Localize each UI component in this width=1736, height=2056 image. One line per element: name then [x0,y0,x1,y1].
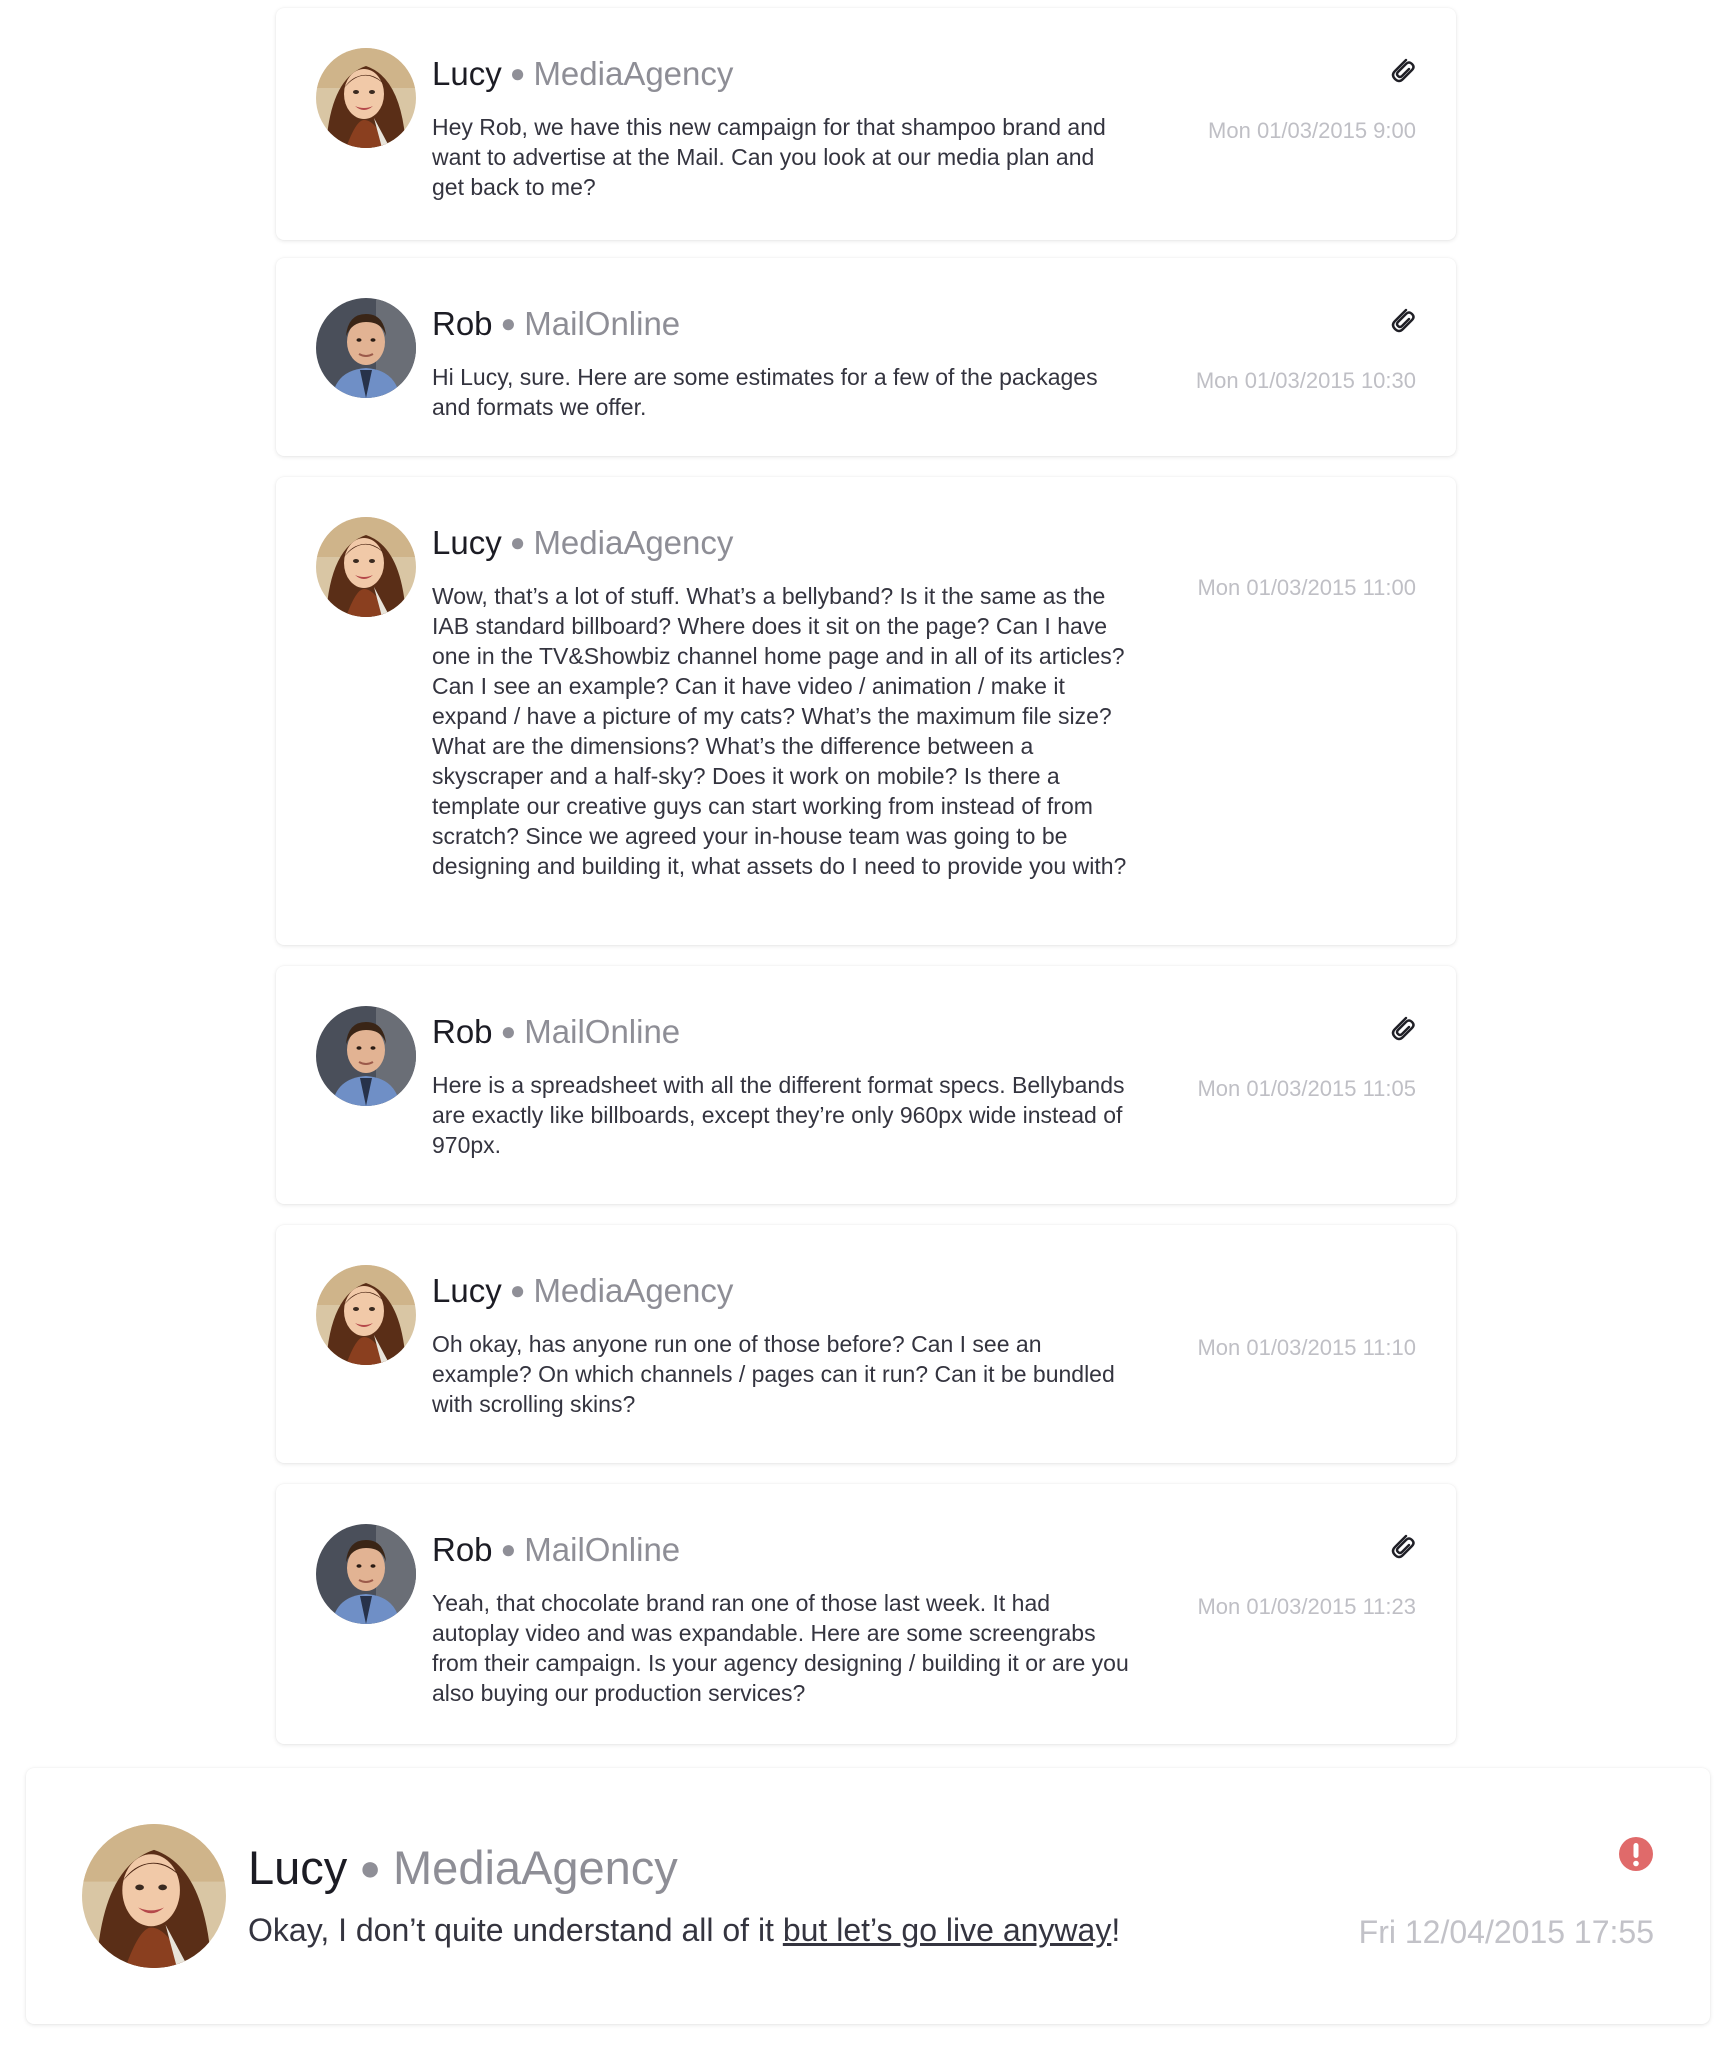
separator-dot: ● [509,1275,526,1305]
message-text-suffix: ! [1111,1912,1121,1948]
paperclip-icon[interactable] [1388,1012,1416,1044]
sender-name: Rob [432,305,493,342]
sender-name: Lucy [432,524,502,561]
message-body: Hi Lucy, sure. Here are some estimates for a few of the packages and formats we offer. [432,364,1098,420]
avatar [82,1824,226,1968]
message-header [432,1530,680,1572]
paperclip-icon[interactable] [1388,54,1416,86]
message-timestamp: Mon 01/03/2015 11:05 [1197,1076,1416,1101]
message-body: Yeah, that chocolate brand ran one of those last week. It had autoplay video and was expandable. Here are some screengrabs from their campaign. Is your agency designing / building it or are you also buying our production services? [432,1590,1129,1706]
message-body: Oh okay, has anyone run one of those before? Can I see an example? On which channels / pages can it run? Can it be bundled with scrolling skins? [432,1331,1115,1417]
sender-name: Lucy [432,55,502,92]
alert-icon[interactable] [1618,1836,1654,1872]
message-header [432,523,733,565]
separator-dot: ● [500,1534,517,1564]
message-card[interactable] [276,8,1456,240]
message-header [432,1012,680,1054]
sender-org: MediaAgency [533,55,734,92]
message-card[interactable] [276,1484,1456,1744]
sender-name: Rob [432,1013,493,1050]
message-body [248,1908,1248,1952]
separator-dot: ● [500,1016,517,1046]
avatar [316,1265,416,1365]
message-timestamp: Mon 01/03/2015 11:10 [1197,1335,1416,1360]
sender-org: MediaAgency [533,524,734,561]
message-card[interactable] [276,477,1456,945]
avatar [316,298,416,398]
message-card[interactable] [276,258,1456,456]
message-card[interactable] [276,966,1456,1204]
sender-name: Lucy [432,1272,502,1309]
final-message-card[interactable] [26,1768,1710,2024]
message-header [432,304,680,346]
paperclip-icon[interactable] [1388,1530,1416,1562]
sender-org: MailOnline [524,1531,681,1568]
sender-name: Lucy [248,1841,348,1894]
separator-dot: ● [509,527,526,557]
message-timestamp: Fri 12/04/2015 17:55 [1358,1914,1654,1950]
message-timestamp: Mon 01/03/2015 11:23 [1197,1594,1416,1619]
message-timestamp: Mon 01/03/2015 9:00 [1208,118,1416,143]
separator-dot: ● [500,308,517,338]
avatar [316,517,416,617]
sender-org: MediaAgency [533,1272,734,1309]
sender-name: Rob [432,1531,493,1568]
message-body: Hey Rob, we have this new campaign for that shampoo brand and want to advertise at the Mail. Can you look at our media plan and get back to me? [432,114,1106,200]
message-timestamp: Mon 01/03/2015 11:00 [1197,575,1416,600]
message-card[interactable] [276,1225,1456,1463]
message-header [432,54,733,96]
sender-org: MediaAgency [393,1841,678,1894]
sender-org: MailOnline [524,305,681,342]
avatar [316,48,416,148]
avatar [316,1524,416,1624]
separator-dot: ● [509,58,526,88]
message-text: Okay, I don’t quite understand all of it [248,1912,783,1948]
separator-dot: ● [359,1847,382,1888]
avatar [316,1006,416,1106]
go-live-link[interactable]: but let’s go live anyway [782,1912,1112,1948]
message-body: Wow, that’s a lot of stuff. What’s a bellyband? Is it the same as the IAB standard billboard? Where does it sit on the page? Can I have one in the TV&Showbiz channel home page and in all of its articles? Can I see an example? Can it have video / animation / make it expand / have a picture of my cats? What’s the maximum file size? What are the dimensions? What’s the difference between a skyscraper and a half-sky? Does it work on mobile? Is there a template our creative guys can start working from instead of from scratch? Since we agreed your in-house team was going to be designing and building it, what assets do I need to provide you with? [432,583,1127,879]
message-timestamp: Mon 01/03/2015 10:30 [1195,368,1416,393]
message-body: Here is a spreadsheet with all the different format specs. Bellybands are exactly like billboards, except they’re only 960px wide instead of 970px. [432,1072,1125,1158]
sender-org: MailOnline [524,1013,681,1050]
paperclip-icon[interactable] [1388,304,1416,336]
message-header [432,1271,733,1313]
message-header [248,1840,678,1900]
